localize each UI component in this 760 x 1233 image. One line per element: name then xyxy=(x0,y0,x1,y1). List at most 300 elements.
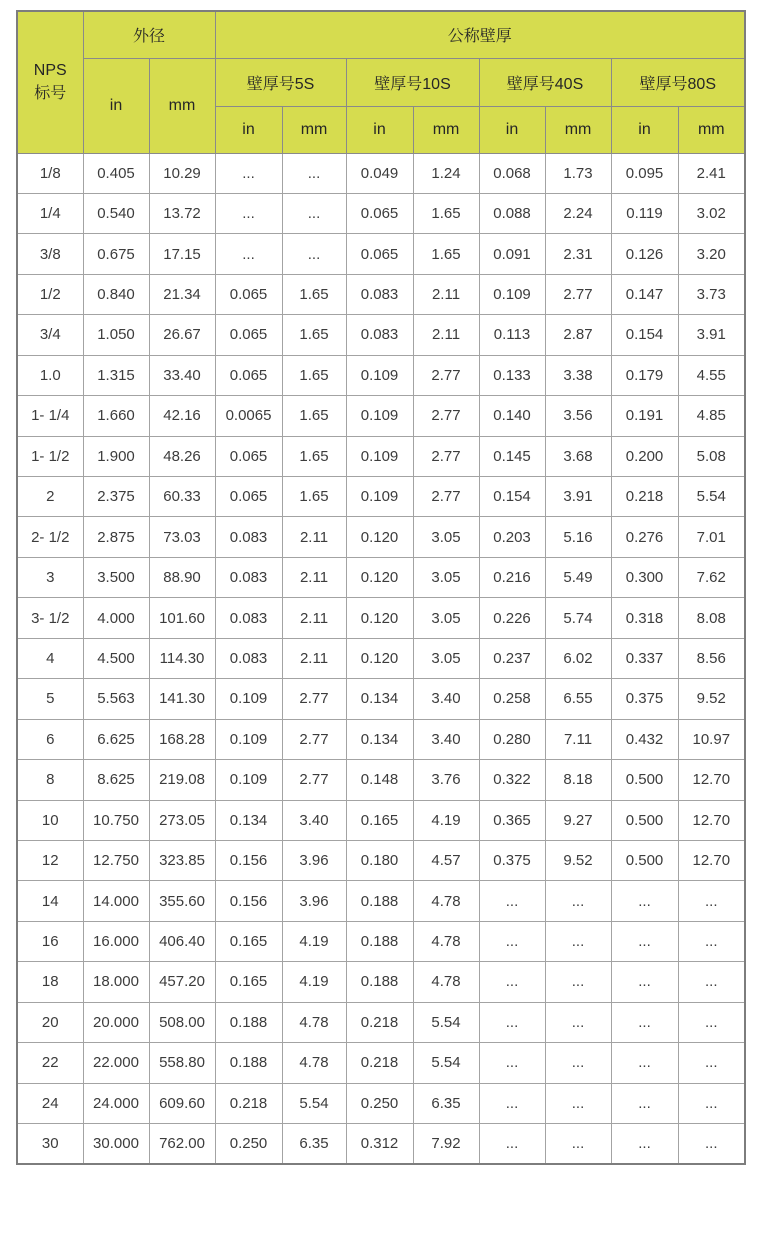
value-cell: 0.120 xyxy=(346,557,413,597)
value-cell: 0.065 xyxy=(215,436,282,476)
value-cell: 5.54 xyxy=(413,1043,479,1083)
value-cell: 0.120 xyxy=(346,517,413,557)
nps-cell: 10 xyxy=(17,800,83,840)
value-cell: 5.54 xyxy=(678,477,745,517)
value-cell: ... xyxy=(678,962,745,1002)
table-row xyxy=(17,719,745,759)
value-cell: 0.322 xyxy=(479,760,545,800)
value-cell: 0.134 xyxy=(346,719,413,759)
value-cell: ... xyxy=(479,962,545,1002)
value-cell: 0.049 xyxy=(346,153,413,193)
value-cell: 1.900 xyxy=(83,436,149,476)
value-cell: 3.40 xyxy=(413,719,479,759)
schedule-10s-header: 壁厚号10S xyxy=(346,58,479,106)
value-cell: 1.050 xyxy=(83,315,149,355)
nps-cell: 1/4 xyxy=(17,193,83,233)
value-cell: 0.200 xyxy=(611,436,678,476)
value-cell: 5.16 xyxy=(545,517,611,557)
value-cell: 0.165 xyxy=(346,800,413,840)
value-cell: 1.65 xyxy=(282,396,346,436)
value-cell: 558.80 xyxy=(149,1043,215,1083)
value-cell: 0.250 xyxy=(215,1124,282,1164)
value-cell: 114.30 xyxy=(149,638,215,678)
nps-header-cell xyxy=(17,11,83,153)
value-cell: 13.72 xyxy=(149,193,215,233)
value-cell: 5.08 xyxy=(678,436,745,476)
value-cell: 0.109 xyxy=(479,274,545,314)
nps-cell: 1/2 xyxy=(17,274,83,314)
value-cell: 2.77 xyxy=(413,396,479,436)
value-cell: ... xyxy=(479,1083,545,1123)
value-cell: 0.300 xyxy=(611,557,678,597)
s5-mm-unit-header: mm xyxy=(282,106,346,153)
value-cell: 3.76 xyxy=(413,760,479,800)
value-cell: 0.109 xyxy=(346,477,413,517)
nps-cell: 2 xyxy=(17,477,83,517)
value-cell: 24.000 xyxy=(83,1083,149,1123)
value-cell: 1.660 xyxy=(83,396,149,436)
table-row xyxy=(17,234,745,274)
table-row xyxy=(17,193,745,233)
value-cell: 2.31 xyxy=(545,234,611,274)
value-cell: ... xyxy=(611,881,678,921)
value-cell: 3.05 xyxy=(413,598,479,638)
schedule-80s-header: 壁厚号80S xyxy=(611,58,745,106)
value-cell: 0.188 xyxy=(346,921,413,961)
od-mm-unit-header: mm xyxy=(149,58,215,153)
value-cell: ... xyxy=(215,234,282,274)
value-cell: 14.000 xyxy=(83,881,149,921)
value-cell: 168.28 xyxy=(149,719,215,759)
header-row-schedules xyxy=(17,58,745,106)
s80-in-unit-header: in xyxy=(611,106,678,153)
value-cell: ... xyxy=(545,921,611,961)
value-cell: ... xyxy=(479,1002,545,1042)
value-cell: 8.56 xyxy=(678,638,745,678)
table-header xyxy=(17,11,745,153)
table-row xyxy=(17,1043,745,1083)
value-cell: 3.96 xyxy=(282,881,346,921)
value-cell: 0.250 xyxy=(346,1083,413,1123)
value-cell: ... xyxy=(282,153,346,193)
value-cell: 30.000 xyxy=(83,1124,149,1164)
value-cell: ... xyxy=(678,1002,745,1042)
value-cell: 10.750 xyxy=(83,800,149,840)
value-cell: ... xyxy=(678,1124,745,1164)
value-cell: 273.05 xyxy=(149,800,215,840)
value-cell: 406.40 xyxy=(149,921,215,961)
value-cell: 1.24 xyxy=(413,153,479,193)
s40-in-unit-header: in xyxy=(479,106,545,153)
value-cell: 0.083 xyxy=(215,517,282,557)
value-cell: 6.55 xyxy=(545,679,611,719)
nps-header-line2: 标号 xyxy=(34,85,67,103)
value-cell: ... xyxy=(611,1083,678,1123)
schedule-5s-header: 壁厚号5S xyxy=(215,58,346,106)
value-cell: 7.92 xyxy=(413,1124,479,1164)
value-cell: 0.091 xyxy=(479,234,545,274)
value-cell: 2.11 xyxy=(413,315,479,355)
value-cell: ... xyxy=(678,1043,745,1083)
value-cell: 4.19 xyxy=(282,921,346,961)
value-cell: 10.29 xyxy=(149,153,215,193)
value-cell: 0.120 xyxy=(346,598,413,638)
value-cell: ... xyxy=(545,1043,611,1083)
value-cell: 2.875 xyxy=(83,517,149,557)
value-cell: 3.02 xyxy=(678,193,745,233)
value-cell: 1.65 xyxy=(282,315,346,355)
value-cell: 2.77 xyxy=(413,477,479,517)
value-cell: 0.134 xyxy=(346,679,413,719)
nps-header-label xyxy=(18,59,83,105)
value-cell: 219.08 xyxy=(149,760,215,800)
value-cell: 42.16 xyxy=(149,396,215,436)
value-cell: ... xyxy=(479,1043,545,1083)
nps-cell: 14 xyxy=(17,881,83,921)
value-cell: 3.56 xyxy=(545,396,611,436)
s10-mm-unit-header: mm xyxy=(413,106,479,153)
value-cell: 355.60 xyxy=(149,881,215,921)
value-cell: 5.563 xyxy=(83,679,149,719)
value-cell: 12.70 xyxy=(678,840,745,880)
nps-cell: 18 xyxy=(17,962,83,1002)
value-cell: ... xyxy=(611,1002,678,1042)
value-cell: 2.87 xyxy=(545,315,611,355)
table-row xyxy=(17,355,745,395)
value-cell: 0.375 xyxy=(611,679,678,719)
value-cell: 20.000 xyxy=(83,1002,149,1042)
table-row xyxy=(17,477,745,517)
value-cell: 4.78 xyxy=(282,1043,346,1083)
value-cell: 0.109 xyxy=(346,436,413,476)
table-row xyxy=(17,396,745,436)
value-cell: ... xyxy=(611,921,678,961)
value-cell: 6.625 xyxy=(83,719,149,759)
value-cell: 0.154 xyxy=(479,477,545,517)
value-cell: 0.375 xyxy=(479,840,545,880)
value-cell: 0.148 xyxy=(346,760,413,800)
table-row xyxy=(17,557,745,597)
value-cell: 0.109 xyxy=(215,679,282,719)
value-cell: 5.49 xyxy=(545,557,611,597)
value-cell: 0.065 xyxy=(215,355,282,395)
value-cell: 2.375 xyxy=(83,477,149,517)
value-cell: ... xyxy=(678,1083,745,1123)
value-cell: 2.77 xyxy=(282,679,346,719)
value-cell: 9.27 xyxy=(545,800,611,840)
value-cell: 457.20 xyxy=(149,962,215,1002)
value-cell: 0.365 xyxy=(479,800,545,840)
value-cell: 141.30 xyxy=(149,679,215,719)
nps-cell: 2- 1/2 xyxy=(17,517,83,557)
value-cell: 0.154 xyxy=(611,315,678,355)
value-cell: 0.065 xyxy=(346,234,413,274)
value-cell: 4.500 xyxy=(83,638,149,678)
value-cell: 4.000 xyxy=(83,598,149,638)
value-cell: ... xyxy=(479,921,545,961)
value-cell: 0.500 xyxy=(611,840,678,880)
nps-cell: 30 xyxy=(17,1124,83,1164)
value-cell: 323.85 xyxy=(149,840,215,880)
table-row xyxy=(17,962,745,1002)
value-cell: 4.19 xyxy=(282,962,346,1002)
value-cell: 10.97 xyxy=(678,719,745,759)
outer-diameter-header: 外径 xyxy=(83,11,215,58)
value-cell: 3.91 xyxy=(678,315,745,355)
value-cell: 6.02 xyxy=(545,638,611,678)
table-row xyxy=(17,638,745,678)
value-cell: 0.188 xyxy=(346,962,413,1002)
value-cell: 0.276 xyxy=(611,517,678,557)
value-cell: 0.134 xyxy=(215,800,282,840)
value-cell: 0.109 xyxy=(215,719,282,759)
nps-cell: 3/4 xyxy=(17,315,83,355)
value-cell: 2.77 xyxy=(545,274,611,314)
value-cell: 0.147 xyxy=(611,274,678,314)
value-cell: 0.180 xyxy=(346,840,413,880)
nps-cell: 4 xyxy=(17,638,83,678)
value-cell: ... xyxy=(611,1124,678,1164)
value-cell: ... xyxy=(611,1043,678,1083)
s5-in-unit-header: in xyxy=(215,106,282,153)
nominal-wall-thickness-header: 公称壁厚 xyxy=(215,11,745,58)
value-cell: 1.65 xyxy=(413,234,479,274)
table-row xyxy=(17,598,745,638)
value-cell: 0.191 xyxy=(611,396,678,436)
value-cell: 1.65 xyxy=(282,274,346,314)
value-cell: 1.65 xyxy=(282,355,346,395)
value-cell: 0.280 xyxy=(479,719,545,759)
value-cell: 88.90 xyxy=(149,557,215,597)
value-cell: 0.218 xyxy=(611,477,678,517)
value-cell: 0.083 xyxy=(215,638,282,678)
value-cell: 0.203 xyxy=(479,517,545,557)
value-cell: 0.140 xyxy=(479,396,545,436)
nps-cell: 24 xyxy=(17,1083,83,1123)
value-cell: 12.70 xyxy=(678,760,745,800)
value-cell: 60.33 xyxy=(149,477,215,517)
value-cell: 0.095 xyxy=(611,153,678,193)
value-cell: 0.500 xyxy=(611,800,678,840)
value-cell: 3.91 xyxy=(545,477,611,517)
value-cell: 0.126 xyxy=(611,234,678,274)
nps-cell: 1- 1/4 xyxy=(17,396,83,436)
value-cell: 0.156 xyxy=(215,840,282,880)
value-cell: ... xyxy=(545,1083,611,1123)
value-cell: 0.179 xyxy=(611,355,678,395)
nps-header-line1: NPS xyxy=(33,62,67,80)
table-row xyxy=(17,840,745,880)
value-cell: 1.73 xyxy=(545,153,611,193)
value-cell: 0.109 xyxy=(215,760,282,800)
value-cell: 0.337 xyxy=(611,638,678,678)
nps-cell: 12 xyxy=(17,840,83,880)
value-cell: 5.54 xyxy=(282,1083,346,1123)
value-cell: 0.312 xyxy=(346,1124,413,1164)
table-row xyxy=(17,315,745,355)
table-body xyxy=(17,153,745,1164)
nps-cell: 22 xyxy=(17,1043,83,1083)
value-cell: 3.40 xyxy=(282,800,346,840)
value-cell: 3.40 xyxy=(413,679,479,719)
value-cell: ... xyxy=(282,193,346,233)
value-cell: 8.08 xyxy=(678,598,745,638)
value-cell: 12.70 xyxy=(678,800,745,840)
value-cell: 0.432 xyxy=(611,719,678,759)
value-cell: 3.05 xyxy=(413,638,479,678)
value-cell: 16.000 xyxy=(83,921,149,961)
value-cell: 0.113 xyxy=(479,315,545,355)
value-cell: 0.083 xyxy=(346,315,413,355)
value-cell: 5.54 xyxy=(413,1002,479,1042)
value-cell: 3.68 xyxy=(545,436,611,476)
schedule-40s-header: 壁厚号40S xyxy=(479,58,611,106)
value-cell: 5.74 xyxy=(545,598,611,638)
nps-cell: 3 xyxy=(17,557,83,597)
value-cell: 6.35 xyxy=(282,1124,346,1164)
s80-mm-unit-header: mm xyxy=(678,106,745,153)
value-cell: 0.120 xyxy=(346,638,413,678)
value-cell: 2.77 xyxy=(413,355,479,395)
value-cell: 17.15 xyxy=(149,234,215,274)
value-cell: ... xyxy=(215,153,282,193)
value-cell: 2.24 xyxy=(545,193,611,233)
value-cell: 2.41 xyxy=(678,153,745,193)
value-cell: 0.065 xyxy=(346,193,413,233)
value-cell: 4.78 xyxy=(282,1002,346,1042)
value-cell: 0.133 xyxy=(479,355,545,395)
value-cell: 0.188 xyxy=(215,1002,282,1042)
value-cell: ... xyxy=(479,881,545,921)
table-row xyxy=(17,881,745,921)
value-cell: 22.000 xyxy=(83,1043,149,1083)
table-row xyxy=(17,274,745,314)
value-cell: 3.05 xyxy=(413,517,479,557)
value-cell: 609.60 xyxy=(149,1083,215,1123)
value-cell: ... xyxy=(545,1124,611,1164)
value-cell: 3.05 xyxy=(413,557,479,597)
value-cell: 7.01 xyxy=(678,517,745,557)
nps-cell: 20 xyxy=(17,1002,83,1042)
value-cell: 0.840 xyxy=(83,274,149,314)
value-cell: 101.60 xyxy=(149,598,215,638)
value-cell: 7.11 xyxy=(545,719,611,759)
nps-cell: 3/8 xyxy=(17,234,83,274)
value-cell: 0.218 xyxy=(346,1002,413,1042)
value-cell: 508.00 xyxy=(149,1002,215,1042)
value-cell: 0.226 xyxy=(479,598,545,638)
value-cell: 4.57 xyxy=(413,840,479,880)
nps-cell: 1.0 xyxy=(17,355,83,395)
table-row xyxy=(17,1002,745,1042)
value-cell: 3.20 xyxy=(678,234,745,274)
value-cell: ... xyxy=(545,1002,611,1042)
value-cell: 9.52 xyxy=(545,840,611,880)
value-cell: ... xyxy=(545,881,611,921)
value-cell: 0.218 xyxy=(215,1083,282,1123)
table-row xyxy=(17,1083,745,1123)
value-cell: 48.26 xyxy=(149,436,215,476)
value-cell: 2.77 xyxy=(413,436,479,476)
value-cell: ... xyxy=(678,881,745,921)
value-cell: 0.675 xyxy=(83,234,149,274)
header-row-groups xyxy=(17,11,745,58)
value-cell: 0.083 xyxy=(346,274,413,314)
value-cell: ... xyxy=(611,962,678,1002)
value-cell: 4.78 xyxy=(413,881,479,921)
value-cell: 0.119 xyxy=(611,193,678,233)
nps-cell: 5 xyxy=(17,679,83,719)
value-cell: 2.77 xyxy=(282,719,346,759)
value-cell: 1.65 xyxy=(282,436,346,476)
table-row xyxy=(17,679,745,719)
value-cell: 4.78 xyxy=(413,921,479,961)
table-row xyxy=(17,517,745,557)
value-cell: 7.62 xyxy=(678,557,745,597)
value-cell: 0.218 xyxy=(346,1043,413,1083)
value-cell: 0.145 xyxy=(479,436,545,476)
value-cell: 0.065 xyxy=(215,274,282,314)
value-cell: 0.083 xyxy=(215,598,282,638)
value-cell: 0.065 xyxy=(215,477,282,517)
value-cell: 3.500 xyxy=(83,557,149,597)
value-cell: 4.78 xyxy=(413,962,479,1002)
value-cell: 4.55 xyxy=(678,355,745,395)
value-cell: ... xyxy=(545,962,611,1002)
value-cell: 1.315 xyxy=(83,355,149,395)
value-cell: 0.405 xyxy=(83,153,149,193)
value-cell: 2.11 xyxy=(282,557,346,597)
value-cell: 8.625 xyxy=(83,760,149,800)
od-in-unit-header: in xyxy=(83,58,149,153)
value-cell: 0.109 xyxy=(346,396,413,436)
value-cell: 0.318 xyxy=(611,598,678,638)
value-cell: 73.03 xyxy=(149,517,215,557)
value-cell: ... xyxy=(678,921,745,961)
nps-cell: 3- 1/2 xyxy=(17,598,83,638)
value-cell: 0.088 xyxy=(479,193,545,233)
value-cell: 0.065 xyxy=(215,315,282,355)
value-cell: 0.216 xyxy=(479,557,545,597)
table-row xyxy=(17,921,745,961)
value-cell: 18.000 xyxy=(83,962,149,1002)
value-cell: 9.52 xyxy=(678,679,745,719)
s40-mm-unit-header: mm xyxy=(545,106,611,153)
table-row xyxy=(17,1124,745,1164)
value-cell: 1.65 xyxy=(413,193,479,233)
value-cell: ... xyxy=(479,1124,545,1164)
value-cell: 2.77 xyxy=(282,760,346,800)
value-cell: 3.38 xyxy=(545,355,611,395)
nps-cell: 1- 1/2 xyxy=(17,436,83,476)
value-cell: 4.19 xyxy=(413,800,479,840)
value-cell: 2.11 xyxy=(282,638,346,678)
pipe-dimensions-table xyxy=(16,10,746,1165)
value-cell: 0.156 xyxy=(215,881,282,921)
value-cell: 0.258 xyxy=(479,679,545,719)
s10-in-unit-header: in xyxy=(346,106,413,153)
value-cell: 0.068 xyxy=(479,153,545,193)
nps-cell: 8 xyxy=(17,760,83,800)
table-row xyxy=(17,800,745,840)
table-row xyxy=(17,760,745,800)
value-cell: 0.237 xyxy=(479,638,545,678)
nps-cell: 6 xyxy=(17,719,83,759)
value-cell: 0.188 xyxy=(346,881,413,921)
nps-cell: 16 xyxy=(17,921,83,961)
value-cell: 0.500 xyxy=(611,760,678,800)
value-cell: 21.34 xyxy=(149,274,215,314)
